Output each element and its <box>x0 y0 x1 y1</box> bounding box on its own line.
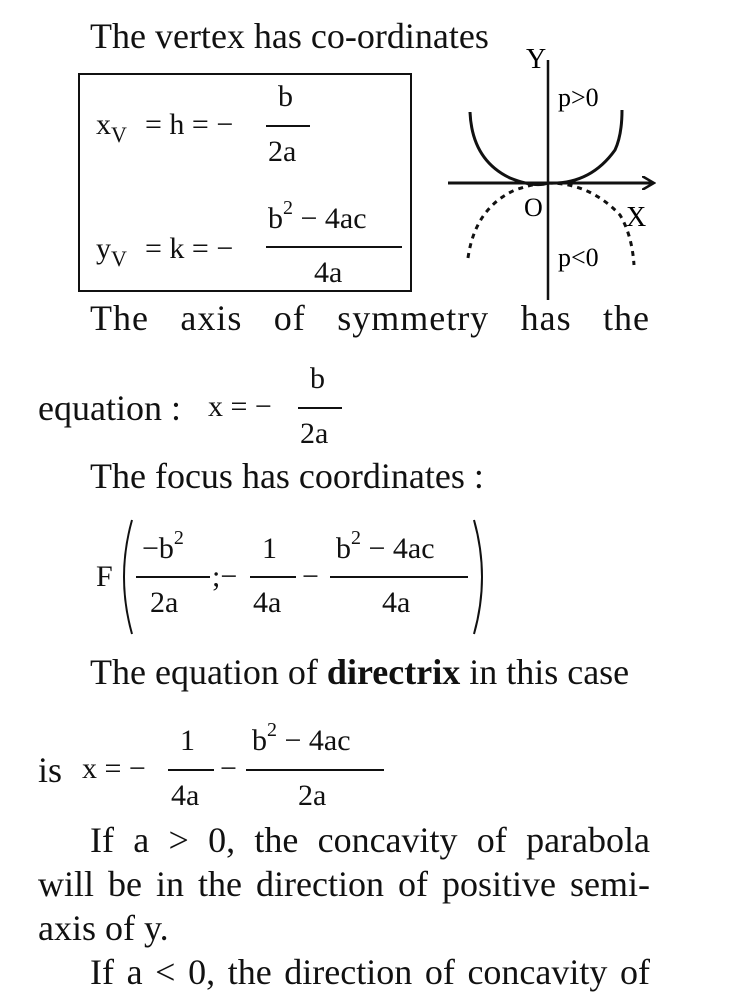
para-a-positive-line1: If a > 0, the concavity of parabola <box>90 820 650 860</box>
directrix-bar2 <box>246 769 384 771</box>
axis-line: The axis of symmetry has the <box>90 298 650 338</box>
focus-f2-numerator: 1 <box>262 532 277 565</box>
axis-eq-numerator: b <box>310 362 325 395</box>
focus-f3-numerator: $b^2 - 4ac$ <box>336 527 435 565</box>
focus-f2-bar <box>250 576 296 578</box>
directrix-eq-prefix: is <box>38 750 63 790</box>
vertex-formula-box <box>78 73 412 292</box>
p-positive-label: p>0 <box>558 83 599 112</box>
yv-denominator: 4a <box>314 256 343 289</box>
directrix-n1: 1 <box>180 724 195 757</box>
xv-lhs: $x_V$ <box>96 108 127 147</box>
directrix-minus: − <box>220 752 237 785</box>
p-negative-label: p<0 <box>558 243 599 272</box>
yv-lhs: $y_V$ <box>96 232 127 271</box>
directrix-n2: $b^2 - 4ac$ <box>252 719 351 757</box>
directrix-term: directrix <box>326 652 461 692</box>
focus-f1-denominator: 2a <box>150 586 179 619</box>
focus-minus: − <box>302 560 319 593</box>
origin-label: O <box>524 193 543 222</box>
yv-fraction-bar <box>266 246 402 248</box>
directrix-bar1 <box>168 769 214 771</box>
focus-f2-denominator: 4a <box>253 586 282 619</box>
yv-numerator: $b^2 - 4ac$ <box>268 197 367 235</box>
xv-fraction-bar <box>266 125 310 127</box>
focus-right-paren <box>470 518 492 636</box>
directrix-eq-lhs: x = − <box>82 752 146 785</box>
vertex-intro: The vertex has co-ordinates <box>90 16 489 56</box>
xv-mid: = h = − <box>145 108 234 141</box>
parabola-downward <box>468 183 634 265</box>
axis-eq-lhs: x = − <box>208 390 272 423</box>
yv-mid: = k = − <box>145 232 234 265</box>
xv-numerator: b <box>278 80 293 113</box>
x-axis-label: X <box>626 202 647 233</box>
axis-eq-denominator: 2a <box>300 417 329 450</box>
directrix-d2: 2a <box>298 779 327 812</box>
focus-separator: ;− <box>212 560 238 593</box>
parabola-figure <box>440 40 670 300</box>
focus-f1-numerator: $-b^2$ <box>142 527 184 565</box>
para-a-positive-line3: axis of y. <box>38 908 169 948</box>
para-a-negative-line1: If a < 0, the direction of concavity of <box>90 952 650 992</box>
axis-eq-fraction-bar <box>298 407 342 409</box>
directrix-intro: The equation of directrix in this case <box>90 652 630 692</box>
focus-f3-denominator: 4a <box>382 586 411 619</box>
focus-intro: The focus has coordinates : <box>90 456 484 496</box>
para-a-positive-line2: will be in the direction of positive semi- <box>38 864 650 904</box>
parabola-upward <box>470 110 622 185</box>
directrix-d1: 4a <box>171 779 200 812</box>
focus-f1-bar <box>136 576 210 578</box>
y-axis-label: Y <box>526 44 547 75</box>
xv-denominator: 2a <box>268 135 297 168</box>
focus-left-paren <box>114 518 136 636</box>
axis-eq-prefix: equation : <box>38 388 181 428</box>
focus-F: F <box>96 560 113 593</box>
focus-f3-bar <box>330 576 468 578</box>
